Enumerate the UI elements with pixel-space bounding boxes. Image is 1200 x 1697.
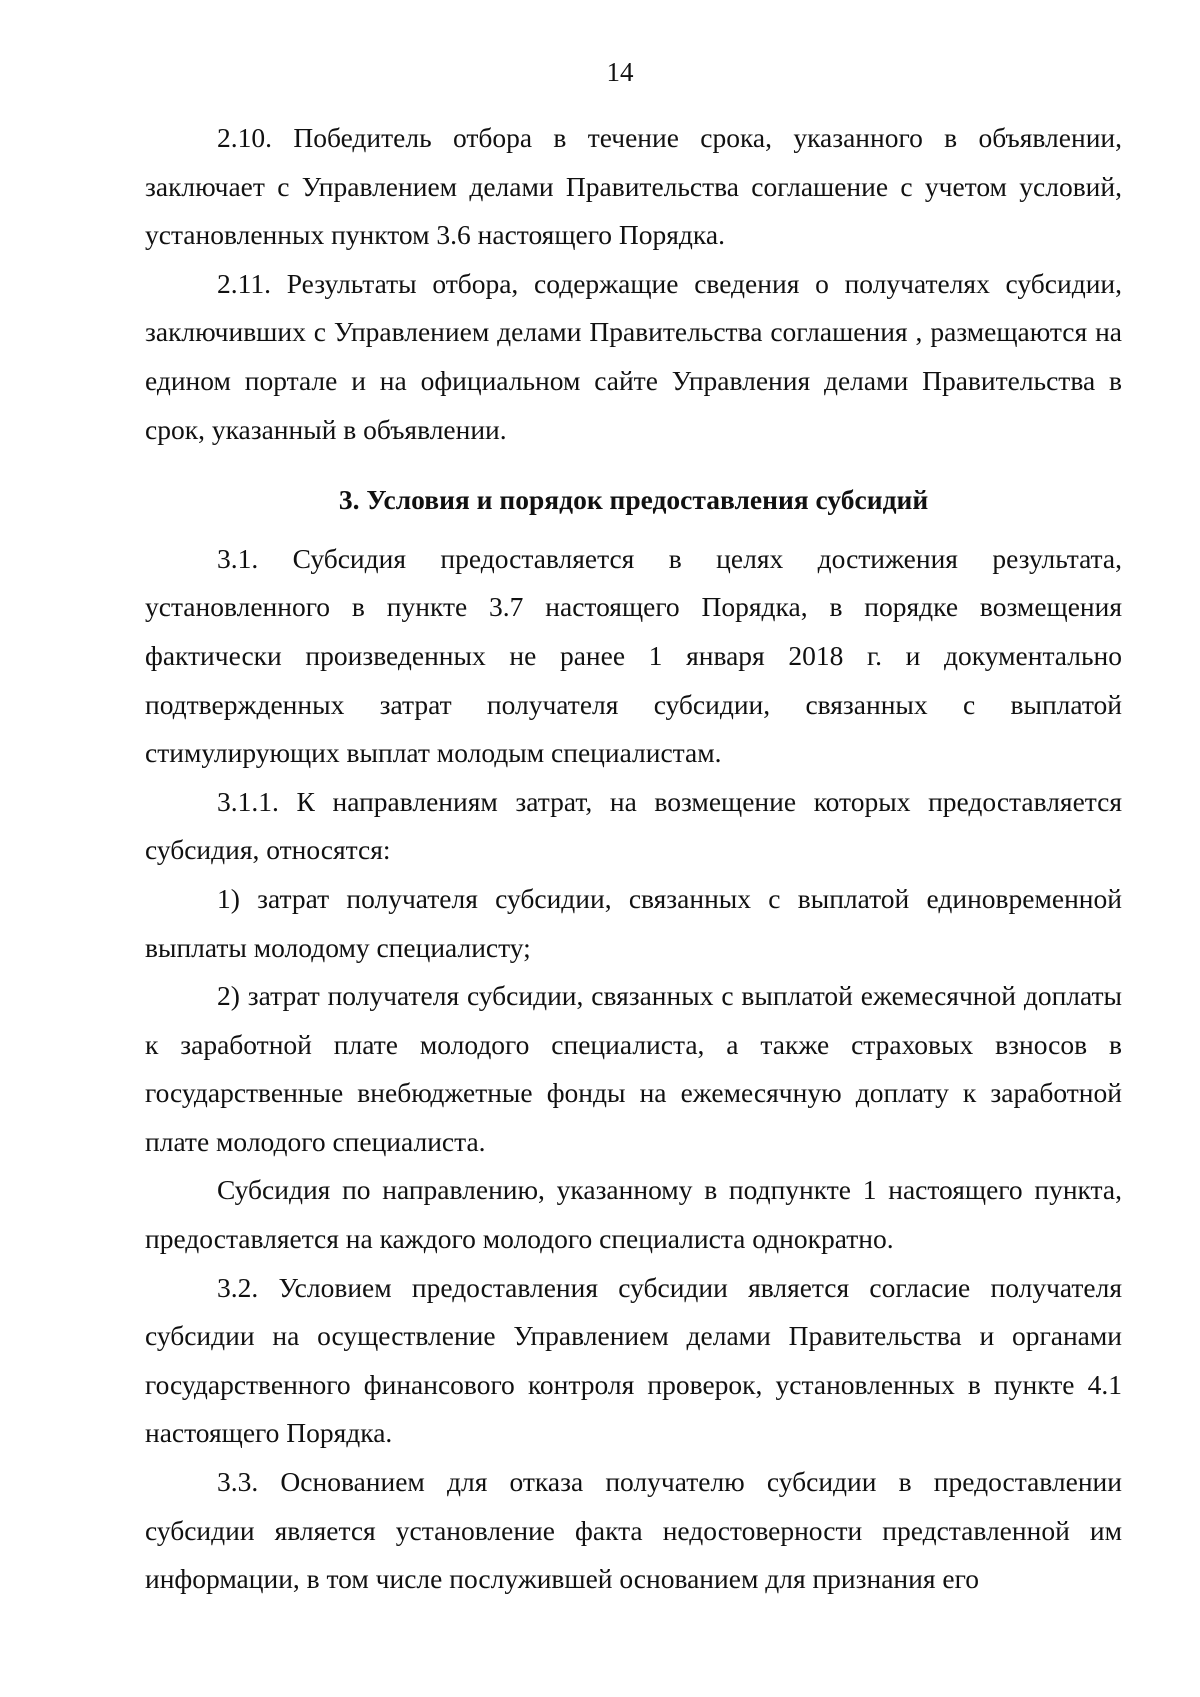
paragraph-subsidy-note: Субсидия по направлению, указанному в подпункте 1 настоящего пункта, предоставляется на каждого молодого специалиста однократно.: [145, 1174, 1122, 1255]
paragraph-3-1-1: 3.1.1. К направлениям затрат, на возмещение которых предоставляется субсидия, относятся:: [145, 785, 1122, 866]
document-body: [145, 114, 1122, 1604]
page-number: 14: [606, 57, 634, 87]
paragraph-3-1: 3.1. Субсидия предоставляется в целях достижения результата, установленного в пункте 3.7 настоящего Порядка, в порядке возмещения фактически произведенных не ранее 1 января 2018 г. и документально подтвержденных затрат получателя субсидии, связанных с выплатой стимулирующих выплат молодым специалистам.: [145, 542, 1122, 769]
section-heading: 3. Условия и порядок предоставления субсидий: [338, 484, 929, 516]
paragraph-3-2: 3.2. Условием предоставления субсидии является согласие получателя субсидии на осуществление Управлением делами Правительства и органами государственного финансового контроля проверок, установленных в пункте 4.1 настоящего Порядка.: [145, 1271, 1122, 1449]
list-item-2: 2) затрат получателя субсидии, связанных с выплатой ежемесячной доплаты к заработной плате молодого специалиста, а также страховых взносов в государственные внебюджетные фонды на ежемесячную доплату к заработной плате молодого специалиста.: [145, 980, 1122, 1157]
paragraph-3-3: 3.3. Основанием для отказа получателю субсидии в предоставлении субсидии является установление факта недостоверности представленной им информации, в том числе послужившей основанием для признания его: [145, 1466, 1122, 1595]
paragraph-2-11: 2.11. Результаты отбора, содержащие сведения о получателях субсидии, заключивших с Управлением делами Правительства соглашения , размещаются на едином портале и на официальном сайте Управления делами Правительства в срок, указанный в объявлении.: [145, 267, 1122, 445]
list-item-1: 1) затрат получателя субсидии, связанных с выплатой единовременной выплаты молодому специалисту;: [145, 882, 1122, 963]
paragraph-2-10: 2.10. Победитель отбора в течение срока, указанного в объявлении, заключает с Управлением делами Правительства соглашение с учетом условий, установленных пунктом 3.6 настоящего Порядка.: [145, 122, 1122, 251]
